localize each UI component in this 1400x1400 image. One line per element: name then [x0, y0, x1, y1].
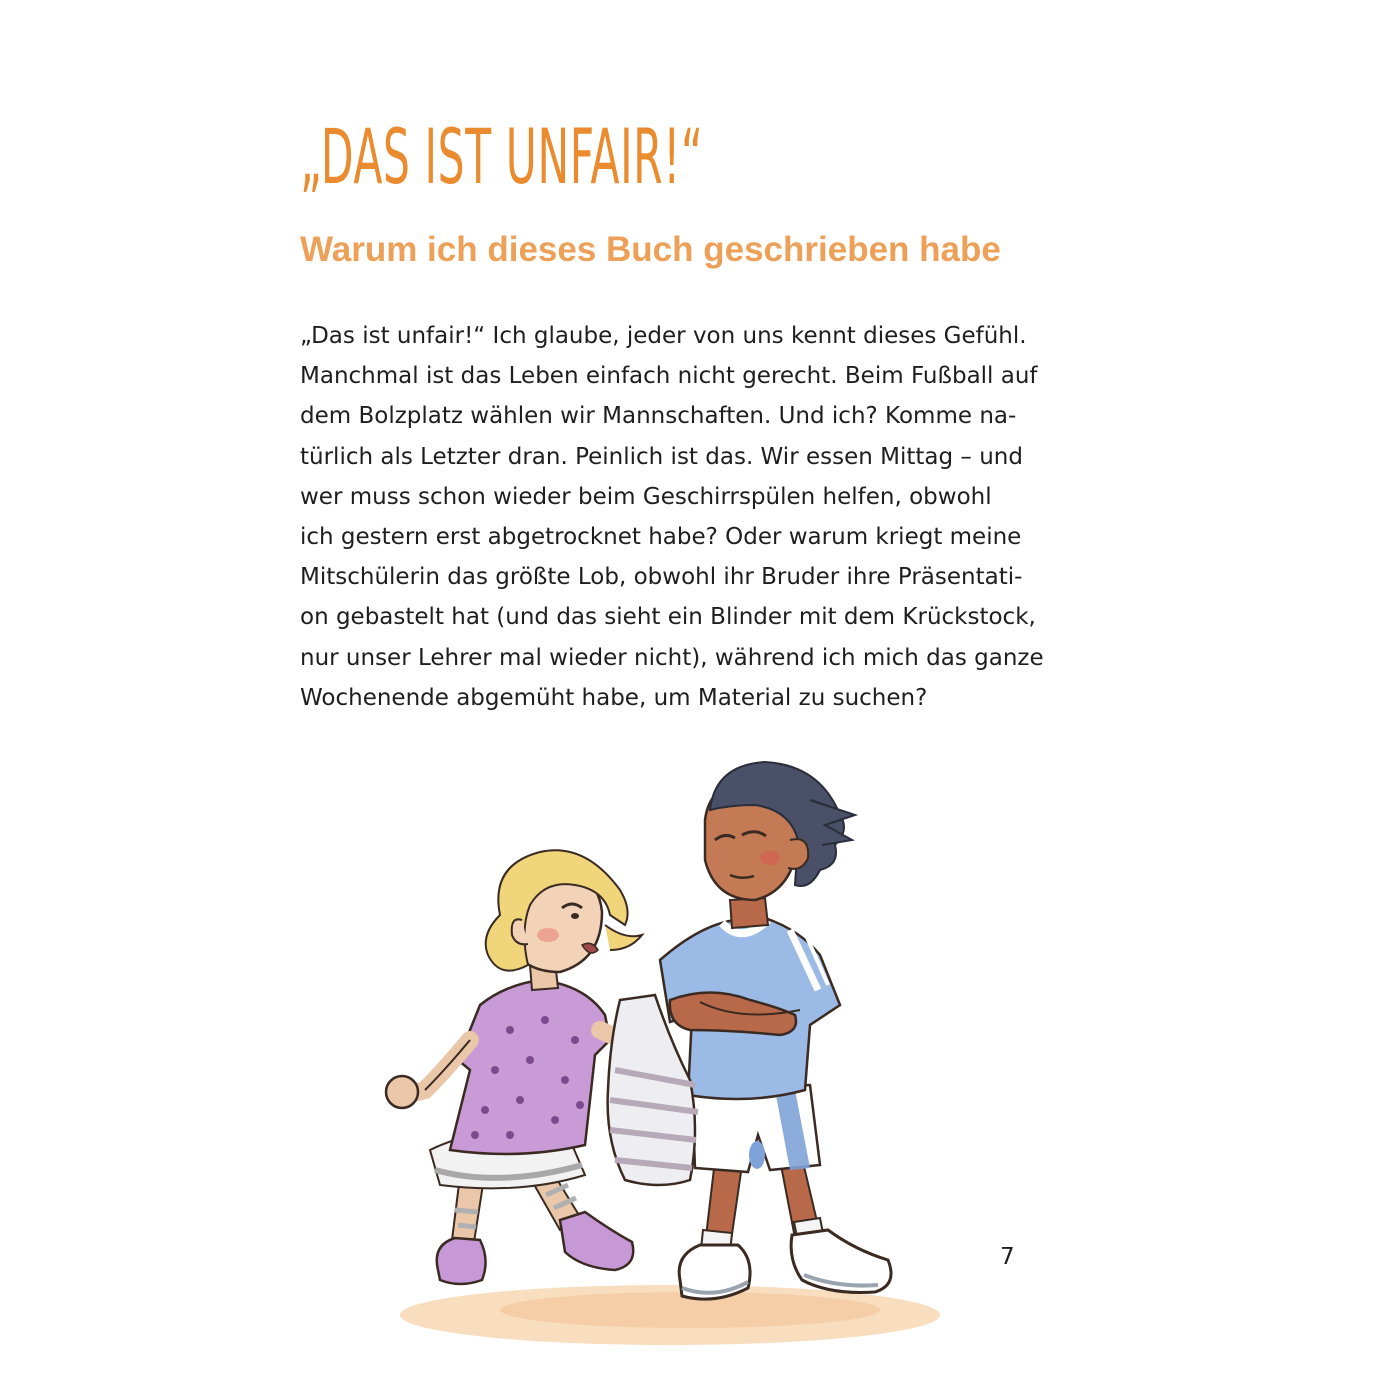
body-line: Manchmal ist das Leben einfach nicht gerecht. Beim Fußball auf [300, 363, 1038, 390]
chapter-subtitle: Warum ich dieses Buch geschrieben habe [300, 230, 1001, 269]
body-line: Wochenende abgemüht habe, um Material zu suchen? [300, 684, 928, 711]
body-line: on gebastelt hat (und das sieht ein Blinder mit dem Krückstock, [300, 604, 1036, 631]
body-line: wer muss schon wieder beim Geschirrspülen helfen, obwohl [300, 483, 992, 510]
body-line: ich gestern erst abgetrocknet habe? Oder warum kriegt meine [300, 524, 1022, 551]
girl-figure [386, 850, 698, 1284]
body-line: nur unser Lehrer mal wieder nicht), während ich mich das ganze [300, 644, 1044, 671]
body-line: türlich als Letzter dran. Peinlich ist das. Wir essen Mittag – und [300, 443, 1023, 470]
body-line: dem Bolzplatz wählen wir Mannschaften. Und ich? Komme na- [300, 403, 1017, 430]
chapter-title: „DAS IST UNFAIR!“ [300, 112, 704, 201]
boy-figure [660, 762, 891, 1299]
children-illustration [370, 740, 950, 1360]
body-line: „Das ist unfair!“ Ich glaube, jeder von uns kennt dieses Gefühl. [300, 323, 1027, 349]
page-number: 7 [1000, 1244, 1015, 1270]
body-line: Mitschülerin das größte Lob, obwohl ihr Bruder ihre Präsentati- [300, 564, 1023, 591]
body-paragraph [300, 316, 1060, 718]
